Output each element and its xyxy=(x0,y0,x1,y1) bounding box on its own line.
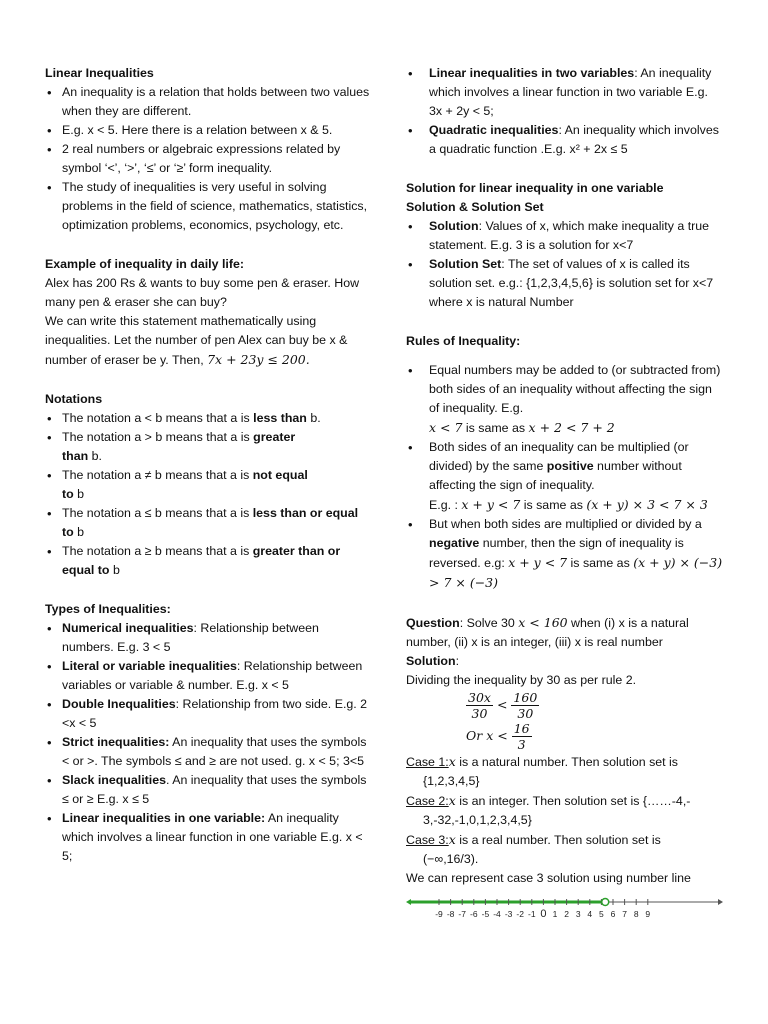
tick-label: 9 xyxy=(645,909,651,919)
solution-label: Solution: xyxy=(406,654,460,668)
tick-label: 5 xyxy=(599,909,604,919)
list-item: • Equal numbers may be added to (or subtracted from) both sides of an inequality without affecting the sign of inequality. E.g. x < 7 is same as x + 2 < 7 + 2 xyxy=(406,361,724,438)
tick-label: 3 xyxy=(575,909,581,919)
types-continued-list xyxy=(406,64,724,159)
tick-label: 6 xyxy=(610,909,616,919)
list-item: • Literal or variable inequalities: Relationship between variables or variable & number. E.g. x < 5 xyxy=(45,657,370,695)
represent-text: We can represent case 3 solution using number line xyxy=(406,871,691,885)
list-item: • Strict inequalities: An inequality that uses the symbols < or >. The symbols ≤ and ≥ are not used. g. x < 5; 3<5 xyxy=(45,733,370,771)
list-item: • An inequality is a relation that holds between two values when they are different. xyxy=(45,83,370,121)
fraction: $\frac{160}{30}$ xyxy=(513,690,538,721)
rules-list xyxy=(406,361,724,593)
case-2-set: 3,-32,-1,0,1,2,3,4,5} xyxy=(423,813,532,827)
notations-list xyxy=(45,409,370,580)
case-3-set: (−∞,16/3). xyxy=(423,852,479,866)
case-1-set: {1,2,3,4,5} xyxy=(423,774,480,788)
left-column xyxy=(45,64,370,866)
list-item: • Solution Set: The set of values of x is called its solution set. e.g.: {1,2,3,4,5,6} is solution set for x<7 where x is natural Number xyxy=(406,255,724,312)
tick-label: -9 xyxy=(435,909,443,919)
tick-label: -8 xyxy=(446,909,455,919)
list-item: • The notation a ≥ b means that a is greater than or equal to b xyxy=(45,542,370,580)
case-1: Case 1:x is a natural number. Then solution set is xyxy=(406,754,679,769)
tick-label: -3 xyxy=(504,909,513,919)
fraction: $\frac{16}{3}$ xyxy=(513,721,530,752)
solution-set-heading: Solution & Solution Set xyxy=(406,200,544,214)
example-text: Alex has 200 Rs & wants to buy some pen & eraser. How many pen & eraser she can buy? xyxy=(45,276,360,309)
list-item: • Double Inequalities: Relationship from two side. E.g. 2 <x < 5 xyxy=(45,695,370,733)
list-item: • E.g. x < 5. Here there is a relation between x & 5. xyxy=(45,121,370,140)
list-item: • Slack inequalities. An inequality that uses the symbols ≤ or ≥ E.g. x ≤ 5 xyxy=(45,771,370,809)
types-list xyxy=(45,619,370,866)
number-line-arrow-right xyxy=(718,899,723,905)
number-line xyxy=(406,894,724,926)
example-equation: 7x + 23y ≤ 200. xyxy=(207,352,310,367)
tick-label: 2 xyxy=(564,909,569,919)
linear-inequalities-heading: Linear Inequalities xyxy=(45,66,154,80)
solution-heading: Solution for linear inequality in one variable xyxy=(406,181,664,195)
types-heading: Types of Inequalities: xyxy=(45,602,171,616)
rules-heading: Rules of Inequality: xyxy=(406,334,521,348)
list-item: • The notation a < b means that a is less than b. xyxy=(45,409,370,428)
tick-label: -2 xyxy=(516,909,524,919)
list-item: • Linear inequalities in one variable: An inequality which involves a linear function in one variable E.g. x < 5; xyxy=(45,809,370,866)
tick-label: 7 xyxy=(622,909,627,919)
list-item: • The notation a > b means that a is greater than b. xyxy=(45,428,370,466)
tick-label: 8 xyxy=(633,909,639,919)
list-item: • Solution: Values of x, which make inequality a true statement. E.g. 3 is a solution for x<7 xyxy=(406,217,724,255)
dividing-text: Dividing the inequality by 30 as per rule 2. xyxy=(406,673,637,687)
example-text-2: We can write this statement mathematically using inequalities. Let the number of pen Alex can buy be x & number of eraser be y. Then, 7x + 23y ≤ 200. xyxy=(45,314,348,367)
linear-inequalities-list xyxy=(45,83,370,235)
or-equation: Or x < $\frac{16}{3}$ xyxy=(466,721,530,752)
tick-label: -5 xyxy=(481,909,490,919)
list-item: • Quadratic inequalities: An inequality which involves a quadratic function .E.g. x² + 2x ≤ 5 xyxy=(406,121,724,159)
list-item: • But when both sides are multiplied or divided by a negative number, then the sign of inequality is reversed. e.g: x + y < 7 is same as (x + y) × (−3) > 7 × (−3) xyxy=(406,515,724,593)
list-item: • Both sides of an inequality can be multiplied (or divided) by the same positive number without affecting the sign of inequality. E.g. : x + y < 7 is same as (x + y) × 3 < 7 × 3 xyxy=(406,438,724,515)
tick-label: -4 xyxy=(493,909,501,919)
list-item: • Numerical inequalities: Relationship between numbers. E.g. 3 < 5 xyxy=(45,619,370,657)
tick-label: -6 xyxy=(470,909,478,919)
case-2: Case 2:x is an integer. Then solution set is {……-4,- xyxy=(406,793,691,808)
tick-label: 0 xyxy=(540,908,547,920)
tick-label: 4 xyxy=(587,909,593,919)
right-column xyxy=(406,64,724,926)
solution-list xyxy=(406,217,724,312)
example-heading: Example of inequality in daily life: xyxy=(45,257,244,271)
fraction-equation: $\frac{30x}{30}$ < $\frac{160}{30}$ xyxy=(468,690,538,721)
tick-label: 1 xyxy=(552,909,558,919)
case-3: Case 3:x is a real number. Then solution set is xyxy=(406,832,661,847)
tick-label: -1 xyxy=(528,909,536,919)
open-endpoint xyxy=(602,899,609,906)
list-item: • The notation a ≠ b means that a is not equal to b xyxy=(45,466,370,504)
list-item: • 2 real numbers or algebraic expressions related by symbol ‘<’, ‘>’, ‘≤’ or ‘≥’ form inequality. xyxy=(45,140,370,178)
question: Question: Solve 30 x < 160 when (i) x is a natural number, (ii) x is an integer, (iii) x is real number xyxy=(406,615,689,649)
list-item: • The study of inequalities is very useful in solving problems in the field of science, mathematics, statistics, optimization problems, economics, psychology, etc. xyxy=(45,178,370,235)
notations-heading: Notations xyxy=(45,392,103,406)
list-item: • Linear inequalities in two variables: An inequality which involves a linear function in two variable E.g. 3x + 2y < 5; xyxy=(406,64,724,121)
list-item: • The notation a ≤ b means that a is less than or equal to b xyxy=(45,504,370,542)
fraction: $\frac{30x}{30}$ xyxy=(468,690,491,721)
tick-label: -7 xyxy=(458,909,466,919)
